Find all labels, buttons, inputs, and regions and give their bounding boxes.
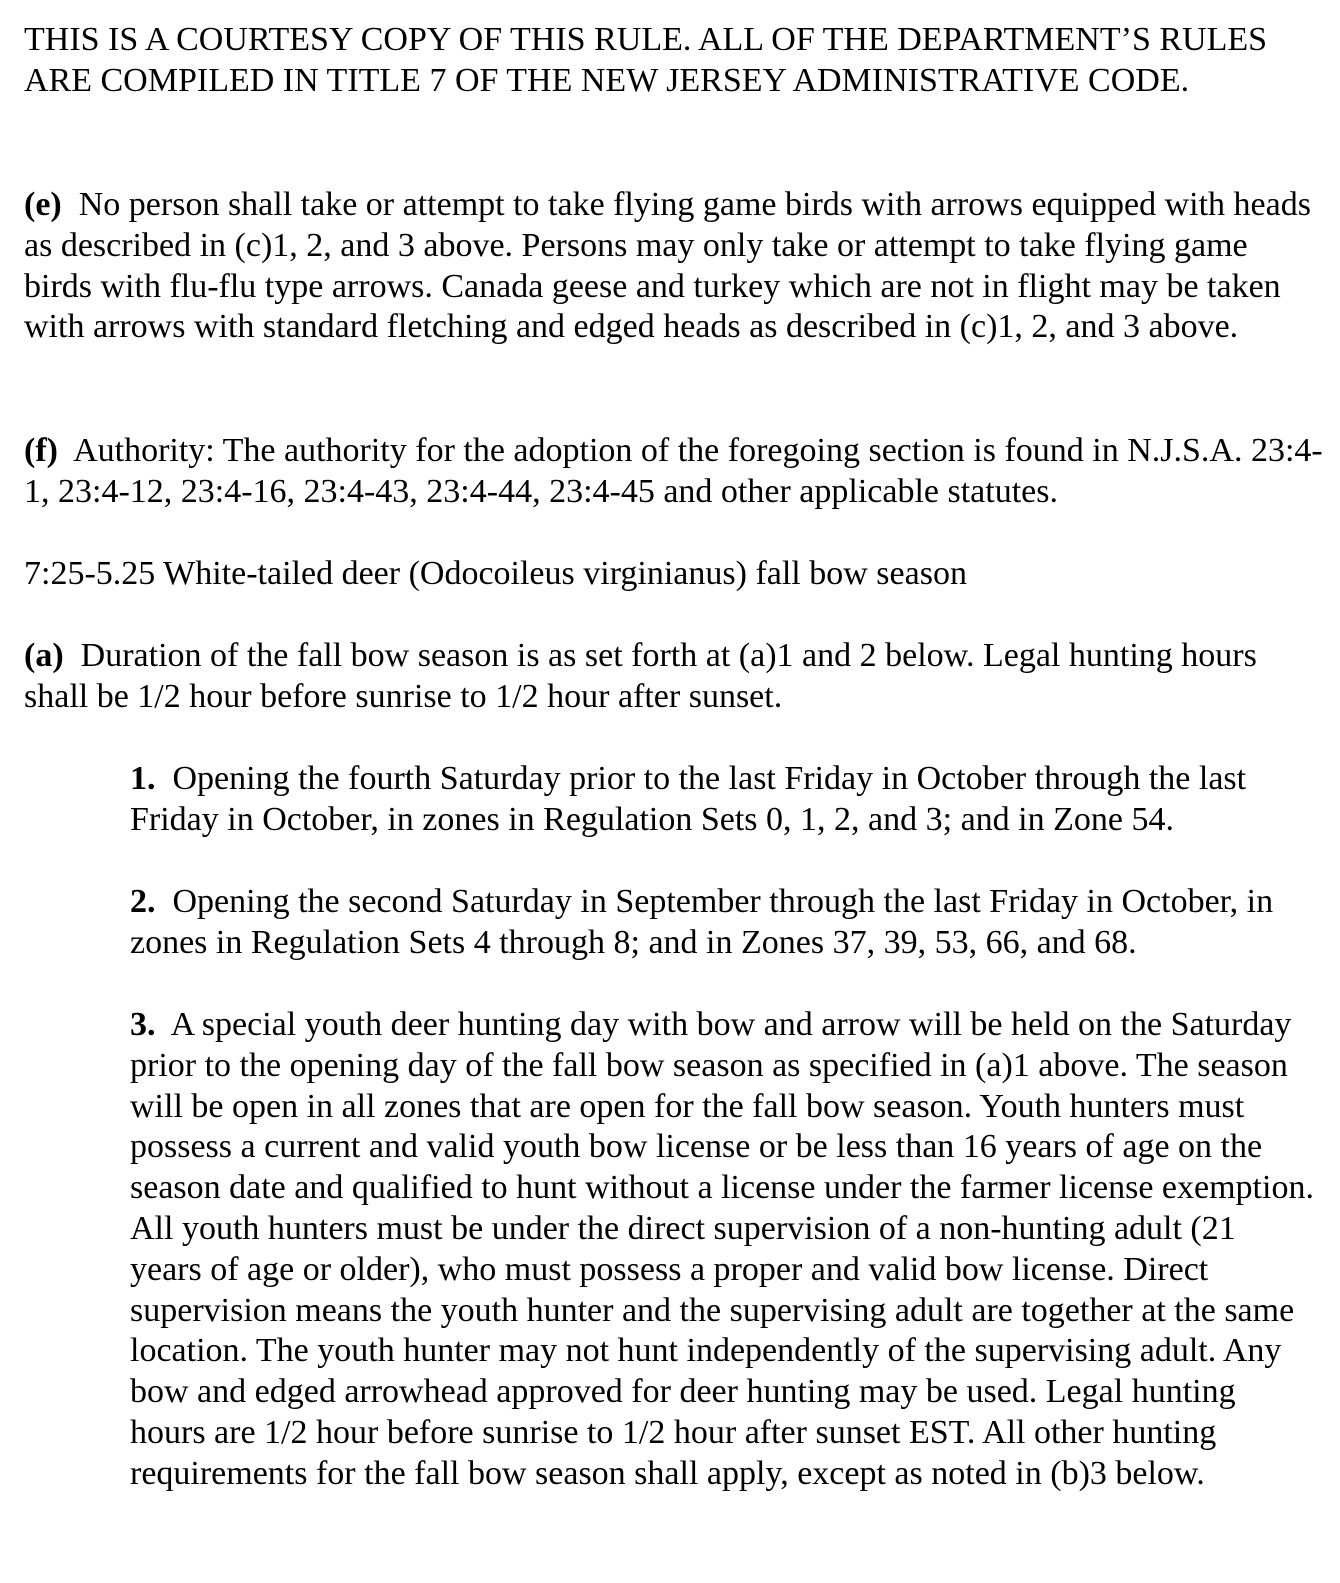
list-item-text: Opening the second Saturday in September through the last Friday in October, in zones in Regulation Sets 4 through 8; and in Zones 37, 39, 53, 66, and 68. <box>130 883 1274 961</box>
section-heading <box>24 554 1324 595</box>
paragraph-f <box>24 431 1324 513</box>
list-item <box>130 759 1315 841</box>
list-item <box>130 1005 1315 1495</box>
paragraph-f-label: (f) <box>24 432 58 469</box>
paragraph-a-label: (a) <box>24 637 64 674</box>
paragraph-e-label: (e) <box>24 186 62 223</box>
paragraph-a-text: Duration of the fall bow season is as set forth at (a)1 and 2 below. Legal hunting hours shall be 1/2 hour before sunrise to 1/2 hour after sunset. <box>24 637 1257 715</box>
paragraph-a <box>24 636 1324 718</box>
list-item <box>130 882 1315 964</box>
section-heading-text: 7:25-5.25 White-tailed deer (Odocoileus virginianus) fall bow season <box>24 555 967 592</box>
paragraph-e <box>24 185 1324 348</box>
list-item-text: A special youth deer hunting day with bow and arrow will be held on the Saturday prior to the opening day of the fall bow season as specified in (a)1 above. The season will be open in all zones that are open for the fall bow season. Youth hunters must possess a current and valid youth bow license or be less than 16 years of age on the season date and qualified to hunt without a license under the farmer license exemption. All youth hunters must be under the direct supervision of a non-hunting adult (21 years of age or older), who must possess a proper and valid bow license. Direct supervision means the youth hunter and the supervising adult are together at the same location. The youth hunter may not hunt independently of the supervising adult. Any bow and edged arrowhead approved for deer hunting may be used. Legal hunting hours are 1/2 hour before sunrise to 1/2 hour after sunset EST. All other hunting requirements for the fall bow season shall apply, except as noted in (b)3 below. <box>130 1006 1314 1492</box>
list-item-text: Opening the fourth Saturday prior to the last Friday in October through the last Friday in October, in zones in Regulation Sets 0, 1, 2, and 3; and in Zone 54. <box>130 760 1247 838</box>
list-item-label: 1. <box>130 760 156 797</box>
courtesy-notice-text: THIS IS A COURTESY COPY OF THIS RULE. ALL OF THE DEPARTMENT’S RULES ARE COMPILED IN TITLE 7 OF THE NEW JERSEY ADMINISTRATIVE CODE. <box>24 21 1268 99</box>
paragraph-e-text: No person shall take or attempt to take flying game birds with arrows equipped with heads as described in (c)1, 2, and 3 above. Persons may only take or attempt to take flying game birds with flu-flu type arrows. Canada geese and turkey which are not in flight may be taken with arrows with standard fletching and edged heads as described in (c)1, 2, and 3 above. <box>24 186 1311 346</box>
courtesy-notice <box>24 20 1324 102</box>
list-item-label: 2. <box>130 883 156 920</box>
paragraph-f-text: Authority: The authority for the adoption of the foregoing section is found in N.J.S.A. 23:4-1, 23:4-12, 23:4-16, 23:4-43, 23:4-44, 23:4-45 and other applicable statutes. <box>24 432 1323 510</box>
list-item-label: 3. <box>130 1006 156 1043</box>
